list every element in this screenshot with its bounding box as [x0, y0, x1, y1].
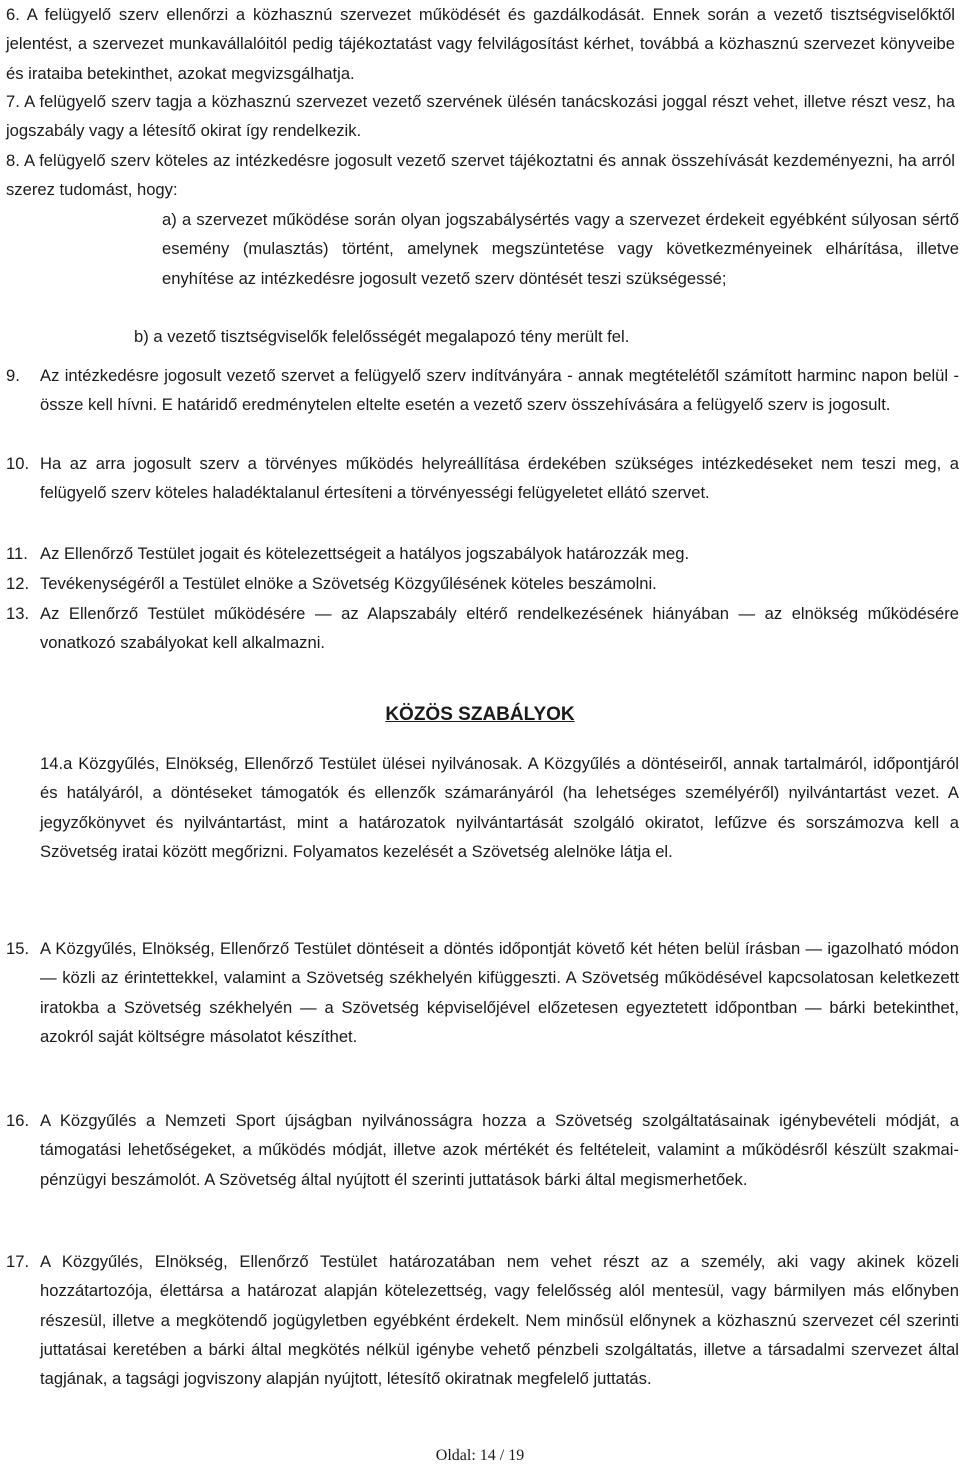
item-number-9: 9.	[6, 366, 20, 385]
paragraph-12: Tevékenységéről a Testület elnöke a Szövetség Közgyűlésének köteles beszámolni.	[40, 574, 657, 593]
item-number-11: 11.	[6, 544, 28, 563]
paragraph-14: 14.a Közgyűlés, Elnökség, Ellenőrző Testület ülései nyilvánosak. A Közgyűlés a döntéseiről, annak tartalmáról, időpontjáról és hatályáról, a döntéseket támogatók és ellenzők számarányáról (ha lehetséges személyéről) nyilvántartást vezet. A jegyzőkönyvet és nyilvántartást, mint a határozatok nyilvántartását szolgáló okiratot, lefűzve és sorszámozva kell a Szövetség iratai között megőrizni. Folyamatos kezelését a Szövetség alelnöke látja el.	[40, 754, 959, 861]
item-number-12: 12.	[6, 574, 30, 593]
paragraph-17: A Közgyűlés, Elnökség, Ellenőrző Testület határozatában nem vehet részt az a személy, aki vagy akinek közeli hozzátartozója, élettársa a határozat alapján kötelezettség, vagy felelősség alól mentesül, vagy bármilyen más előnyben részesül, illetve a megkötendő jogügyletben egyébként érdekelt. Nem minősül előnynek a közhasznú szervezet cél szerinti juttatásai keretében a bárki által megkötés nélkül igénybe vehető pénzbeli szolgáltatás, illetve a társadalmi szervezet által tagjának, a tagsági jogviszony alapján nyújtott, létesítő okiratnak megfelelő juttatás.	[40, 1252, 959, 1389]
item-number-16: 16.	[6, 1111, 30, 1130]
paragraph-9: Az intézkedésre jogosult vezető szervet a felügyelő szerv indítványára - annak megtételétől számított harminc napon belül - össze kell hívni. E határidő eredménytelen eltelte esetén a vezető szerv összehívására a felügyelő szerv is jogosult.	[40, 366, 959, 415]
paragraph-7: 7. A felügyelő szerv tagja a közhasznú szervezet vezető szervének ülésén tanácskozási joggal részt vehet, illetve részt vesz, ha jogszabály vagy a létesítő okirat így rendelkezik.	[6, 92, 955, 141]
paragraph-11: Az Ellenőrző Testület jogait és kötelezettségeit a hatályos jogszabályok határozzák meg.	[40, 544, 690, 563]
paragraph-8b: b) a vezető tisztségviselők felelősségét megalapozó tény merült fel.	[134, 327, 630, 346]
paragraph-8: 8. A felügyelő szerv köteles az intézkedésre jogosult vezető szervet tájékoztatni és annak összehívását kezdeményezni, ha arról szerez tudomást, hogy:	[6, 151, 955, 200]
item-number-10: 10.	[6, 454, 30, 473]
paragraph-10: Ha az arra jogosult szerv a törvényes működés helyreállítása érdekében szükséges intézkedéseket nem teszi meg, a felügyelő szerv köteles haladéktalanul értesíteni a törvényességi felügyeletet ellátó szervet.	[40, 454, 959, 503]
paragraph-15: A Közgyűlés, Elnökség, Ellenőrző Testület döntéseit a döntés időpontját követő két héten belül írásban — igazolható módon — közli az érintettekkel, valamint a Szövetség székhelyén kifüggeszti. A Szövetség működésével kapcsolatosan keletkezett iratokba a Szövetség székhelyén — a Szövetség képviselőjével előzetesen egyeztetett időpontban — bárki betekinthet, azokról saját költségre másolatot készíthet.	[40, 939, 959, 1046]
paragraph-6: 6. A felügyelő szerv ellenőrzi a közhasznú szervezet működését és gazdálkodását. Ennek során a vezető tisztségviselőktől jelentést, a szervezet munkavállalóitól pedig tájékoztatást vagy felvilágosítást kérhet, továbbá a közhasznú szervezet könyveibe és irataiba betekinthet, azokat megvizsgálhatja.	[6, 5, 955, 83]
paragraph-16: A Közgyűlés a Nemzeti Sport újságban nyilvánosságra hozza a Szövetség szolgáltatásainak igénybevételi módját, a támogatási lehetőségeket, a működés módját, illetve azok mértékét és feltételeit, valamint a működésről készült szakmai-pénzügyi beszámolót. A Szövetség által nyújtott él szerinti juttatások bárki által megismerhetőek.	[40, 1111, 959, 1189]
item-number-17: 17.	[6, 1252, 30, 1271]
item-number-13: 13.	[6, 604, 30, 623]
page-footer: Oldal: 14 / 19	[435, 1447, 525, 1464]
item-number-15: 15.	[6, 939, 30, 958]
paragraph-13: Az Ellenőrző Testület működésére — az Alapszabály eltérő rendelkezésének hiányában — az elnökség működésére vonatkozó szabályokat kell alkalmazni.	[40, 604, 959, 653]
section-title: KÖZÖS SZABÁLYOK	[385, 704, 575, 725]
paragraph-8a: a) a szervezet működése során olyan jogszabálysértés vagy a szervezet érdekeit egyébként súlyosan sértő esemény (mulasztás) történt, amelynek megszüntetése vagy következményeinek elhárítása, illetve enyhítése az intézkedésre jogosult vezető szerv döntését teszi szükségessé;	[162, 210, 959, 288]
